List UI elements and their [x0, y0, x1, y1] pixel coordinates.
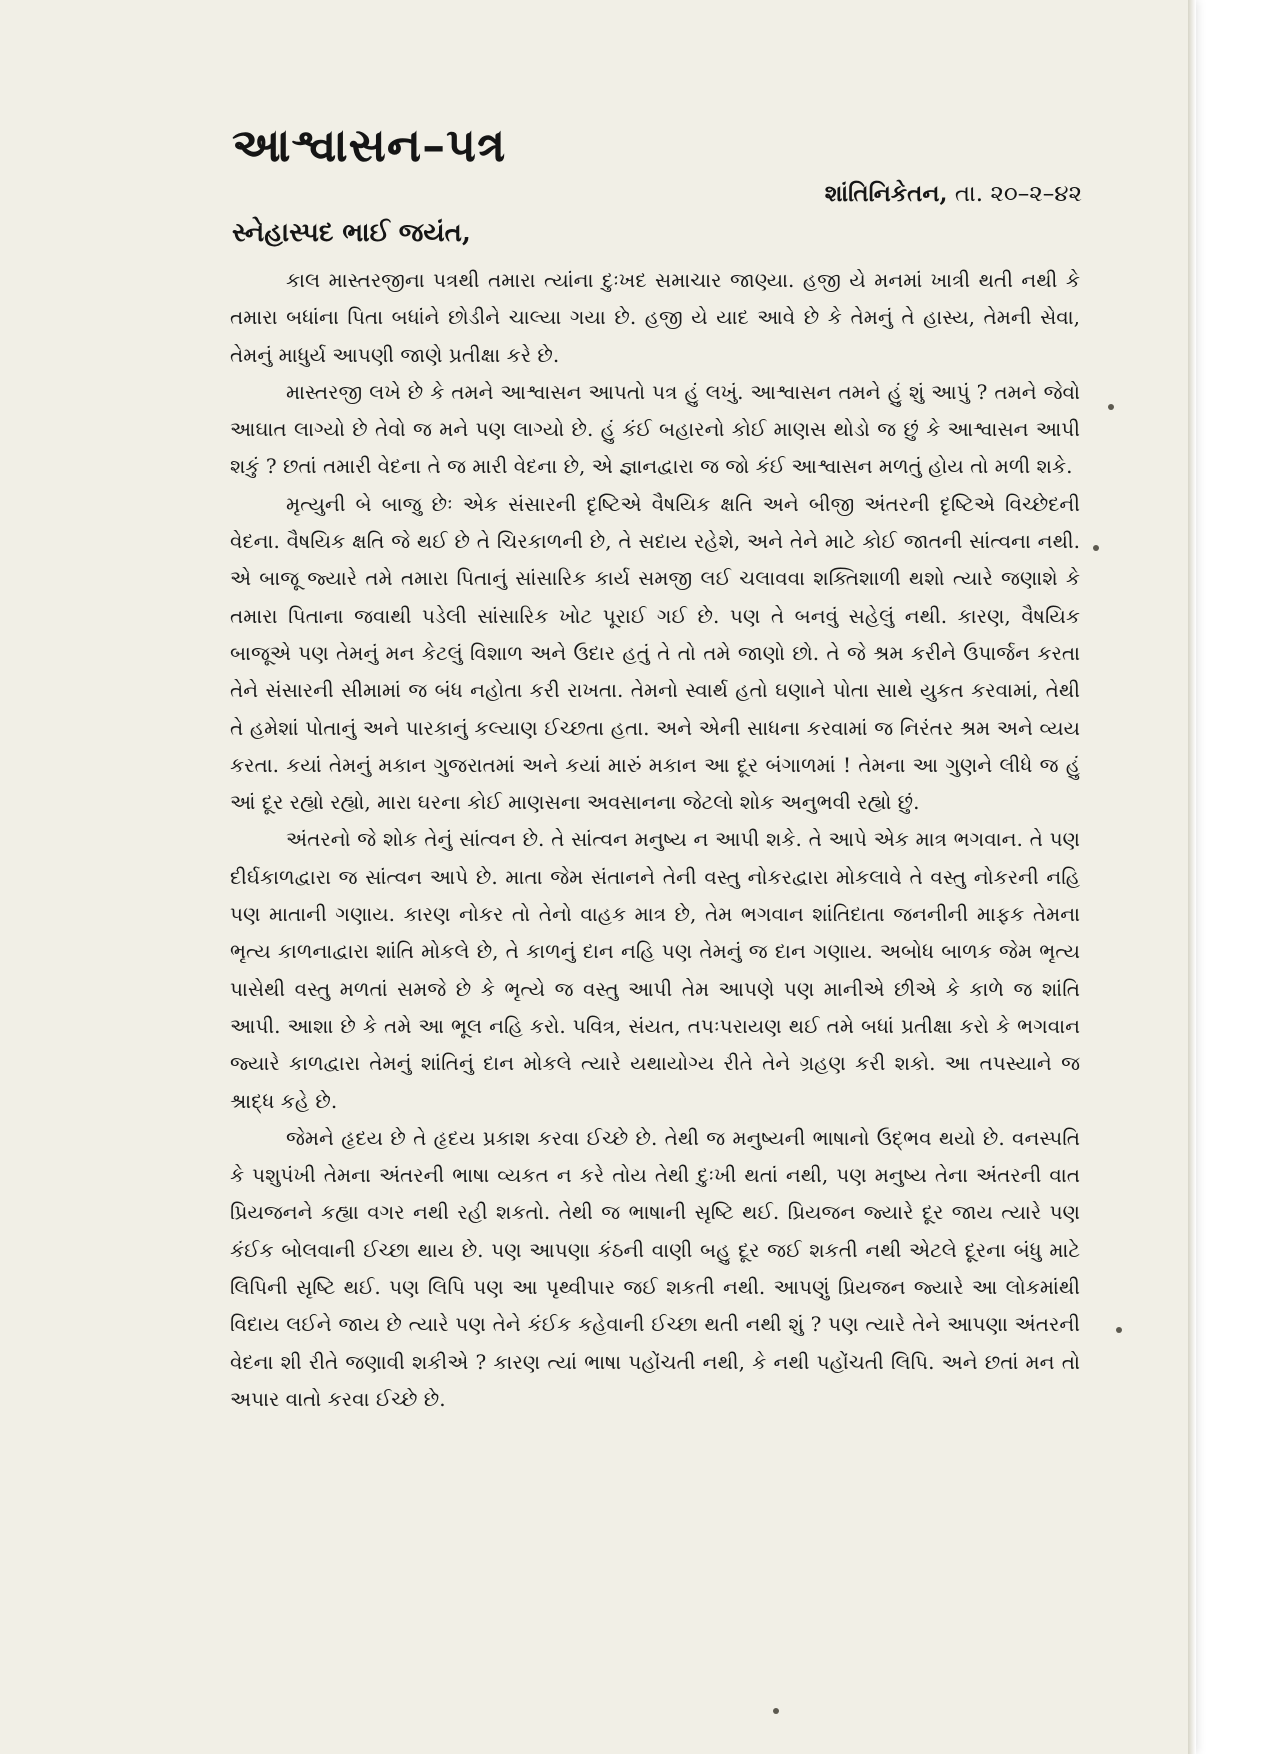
letter-place: શાંતિનિકેતન, — [824, 180, 948, 207]
paragraph-3: મૃત્યુની બે બાજુ છેઃ એક સંસારની દૃષ્ટિએ વૈષયિક ક્ષતિ અને બીજી અંતરની દૃષ્ટિએ વિચ્છેદની વેદના. વૈષયિક ક્ષતિ જે થઈ છે તે ચિરકાળની છે, તે સદાય રહેશે, અને તેને માટે કોઈ જાતની સાંત્વના નથી. એ બાજૂ જ્યારે તમે તમારા પિતાનું સાંસારિક કાર્ય સમજી લઈ ચલાવવા શક્તિશાળી થશો ત્યારે જણાશે કે તમારા પિતાના જવાથી પડેલી સાંસારિક ખોટ પૂરાઈ ગઈ છે. પણ તે બનવું સહેલું નથી. કારણ, વૈષયિક બાજૂએ પણ તેમનું મન કેટલું વિશાળ અને ઉદાર હતું તે તો તમે જાણો છો. તે જે શ્રમ કરીને ઉપાર્જન કરતા તેને સંસારની સીમામાં જ બંધ નહોતા કરી રાખતા. તેમનો સ્વાર્થ હતો ઘણાને પોતા સાથે યુકત કરવામાં, તેથી તે હમેશાં પોતાનું અને પારકાનું કલ્યાણ ઈચ્છતા હતા. અને એની સાધના કરવામાં જ નિરંતર શ્રમ અને વ્યય કરતા. કયાં તેમનું મકાન ગુજરાતમાં અને કયાં મારું મકાન આ દૂર બંગાળમાં ! તેમના આ ગુણને લીધે જ હું આં દૂર રહ્યો રહ્યો, મારા ઘરના કોઈ માણસના અવસાનના જેટલો શોક અનુભવી રહ્યો છું. — [230, 491, 1080, 815]
paragraph-5: જેમને હૃદય છે તે હૃદય પ્રકાશ કરવા ઈચ્છે છે. તેથી જ મનુષ્યની ભાષાનો ઉદ્ભવ થયો છે. વનસ્પતિ કે પશુપંખી તેમના અંતરની ભાષા વ્યકત ન કરે તોય તેથી દુઃખી થતાં નથી, પણ મનુષ્ય તેના અંતરની વાત પ્રિયજનને કહ્યા વગર નથી રહી શકતો. તેથી જ ભાષાની સૃષ્ટિ થઈ. પ્રિયજન જ્યારે દૂર જાય ત્યારે પણ કંઈક બોલવાની ઈચ્છા થાય છે. પણ આપણા કંઠની વાણી બહુ દૂર જઈ શકતી નથી એટલે દૂરના બંધુ માટે લિપિની સૃષ્ટિ થઈ. પણ લિપિ પણ આ પૃથ્વીપાર જઈ શકતી નથી. આપણું પ્રિયજન જ્યારે આ લોકમાંથી વિદાય લઈને જાય છે ત્યારે પણ તેને કંઈક કહેવાની ઈચ્છા થતી નથી શું ? પણ ત્યારે તેને આપણા અંતરની વેદના શી રીતે જણાવી શકીએ ? કારણ ત્યાં ભાષા પહોંચતી નથી, કે નથી પહોંચતી લિપિ. અને છતાં મન તો અપાર વાતો કરવા ઈચ્છે છે. — [230, 1125, 1080, 1411]
paragraph-1: કાલ માસ્તરજીના પત્રથી તમારા ત્યાંના દુઃખદ સમાચાર જાણ્યા. હજી યે મનમાં ખાત્રી થતી નથી કે તમારા બધાંના પિતા બધાંને છોડીને ચાલ્યા ગયા છે. હજી યે યાદ આવે છે કે તેમનું તે હાસ્ય, તેમની સેવા, તેમનું માધુર્ય આપણી જાણે પ્રતીક્ષા કરે છે. — [230, 268, 1080, 367]
paragraph-4: અંતરનો જે શોક તેનું સાંત્વન છે. તે સાંત્વન મનુષ્ય ન આપી શકે. તે આપે એક માત્ર ભગવાન. તે પણ દીર્ઘકાળદ્વારા જ સાંત્વન આપે છે. માતા જેમ સંતાનને તેની વસ્તુ નોકરદ્વારા મોકલાવે તે વસ્તુ નોકરની નહિ પણ માતાની ગણાય. કારણ નોકર તો તેનો વાહક માત્ર છે, તેમ ભગવાન શાંતિદાતા જનનીની માફક તેમના ભૃત્ય કાળનાદ્વારા શાંતિ મોકલે છે, તે કાળનું દાન નહિ પણ તેમનું જ દાન ગણાય. અબોધ બાળક જેમ ભૃત્ય પાસેથી વસ્તુ મળતાં સમજે છે કે ભૃત્યે જ વસ્તુ આપી તેમ આપણે પણ માનીએ છીએ કે કાળે જ શાંતિ આપી. આશા છે કે તમે આ ભૂલ નહિ કરો. પવિત્ર, સંયત, તપઃપરાયણ થઈ તમે બધાં પ્રતીક્ષા કરો કે ભગવાન જ્યારે કાળદ્વારા તેમનું શાંતિનું દાન મોકલે ત્યારે યથાયોગ્ય રીતે તેને ગ્રહણ કરી શકો. આ તપસ્યાને જ શ્રાદ્ધ કહે છે. — [230, 827, 1080, 1113]
letter-body — [230, 262, 1080, 1418]
paper-speck — [773, 1708, 779, 1714]
page-edge — [1188, 0, 1196, 1754]
letter-title: આશ્વાસન–પત્ર — [232, 118, 507, 172]
paragraph-2: માસ્તરજી લખે છે કે તમને આશ્વાસન આપતો પત્ર હું લખું. આશ્વાસન તમને હું શું આપું ? તમને જેવો આઘાત લાગ્યો છે તેવો જ મને પણ લાગ્યો છે. હું કંઈ બહારનો કોઈ માણસ થોડો જ છું કે આશ્વાસન આપી શકું ? છતાં તમારી વેદના તે જ મારી વેદના છે, એ જ્ઞાનદ્વારા જ જો કંઈ આશ્વાસન મળતું હોય તો મળી શકે. — [230, 379, 1080, 479]
paper-speck — [1108, 404, 1114, 410]
place-date-line — [825, 180, 1082, 207]
paper-speck — [1116, 1327, 1122, 1333]
salutation: સ્નેહાસ્પદ ભાઈ જયંત, — [232, 218, 471, 248]
letter-date: તા. ૨૦–૨–૪૨ — [954, 181, 1082, 207]
paper-speck — [1093, 545, 1099, 551]
